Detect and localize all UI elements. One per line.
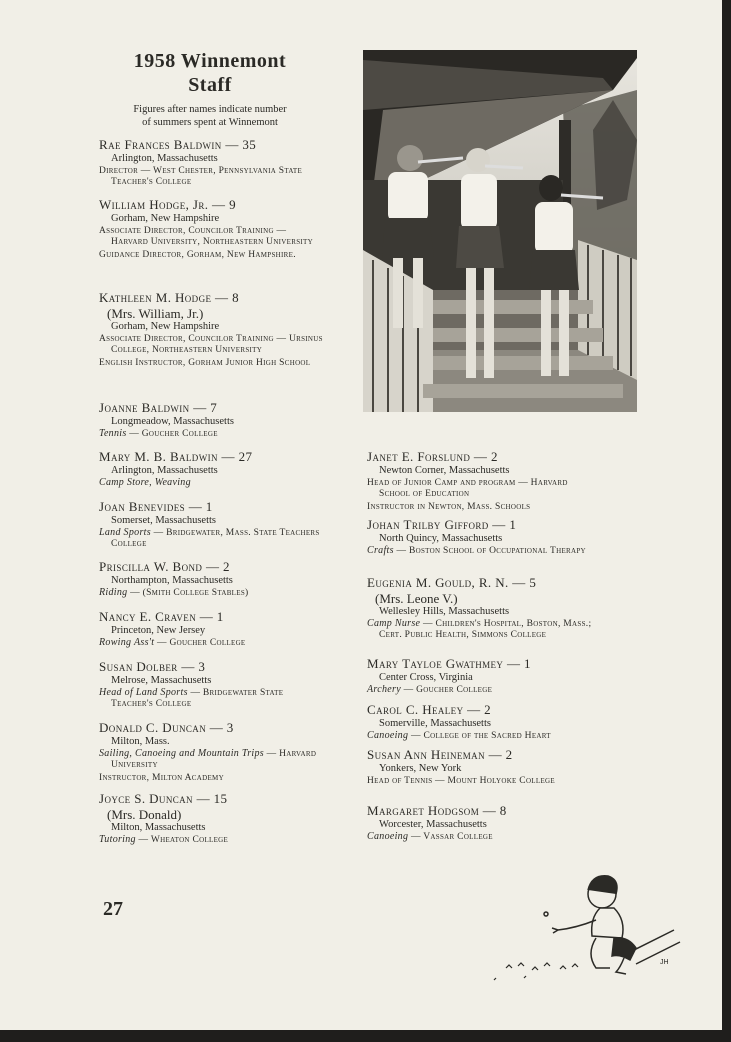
staff-role: Land Sports — Bridgewater, Mass. State Teachers College [99, 526, 320, 549]
bugler-photo-icon [363, 50, 637, 412]
staff-role: Rowing Ass't — Goucher College [99, 636, 246, 648]
staff-role: Director — West Chester, Pennsylvania State Teacher's College [99, 165, 303, 187]
staff-role: Archery — Goucher College [367, 683, 493, 695]
staff-entry [99, 609, 324, 649]
staff-role: Head of Tennis — Mount Holyoke College [367, 775, 555, 786]
staff-location: Yonkers, New York [379, 763, 462, 774]
staff-location: Milton, Mass. [111, 736, 170, 747]
page-edge [722, 0, 731, 1042]
staff-role: Canoeing — College of the Sacred Heart [367, 729, 551, 741]
staff-role: English Instructor, Gorham Junior High School [99, 357, 311, 368]
staff-name: Priscilla W. Bond — 2 [99, 559, 230, 574]
staff-name: Donald C. Duncan — 3 [99, 720, 234, 735]
staff-name: Joan Benevides — 1 [99, 499, 213, 514]
staff-role: Head of Junior Camp and program — Harvard School of Education [367, 477, 568, 499]
staff-entry [367, 449, 592, 513]
staff-name: Joanne Baldwin — 7 [99, 400, 218, 415]
staff-entry [99, 137, 324, 189]
page-number: 27 [103, 898, 123, 920]
staff-entry [367, 747, 592, 787]
staff-name: Joyce S. Duncan — 15 [99, 791, 228, 806]
staff-role: Instructor, Milton Academy [99, 772, 224, 783]
staff-location: Somerset, Massachusetts [111, 515, 216, 526]
staff-name: Kathleen M. Hodge — 8 [99, 290, 239, 305]
staff-location: Princeton, New Jersey [111, 625, 206, 636]
staff-location: Arlington, Massachusetts [111, 153, 218, 164]
staff-location: Melrose, Massachusetts [111, 675, 212, 686]
staff-name: Janet E. Forslund — 2 [367, 449, 498, 464]
staff-name: Susan Ann Heineman — 2 [367, 747, 513, 762]
staff-location: Milton, Massachusetts [111, 822, 206, 833]
staff-location: Somerville, Massachusetts [379, 718, 491, 729]
staff-location: Longmeadow, Massachusetts [111, 416, 234, 427]
heading-note-line-1: Figures after names indicate number [133, 104, 287, 115]
staff-name: Nancy E. Craven — 1 [99, 609, 224, 624]
staff-role: Sailing, Canoeing and Mountain Trips — Harvard University [99, 747, 317, 770]
staff-entry [367, 575, 592, 642]
staff-entry [99, 659, 324, 711]
staff-role: Camp Store, Weaving [99, 476, 191, 488]
staff-location: Arlington, Massachusetts [111, 465, 218, 476]
staff-location: Center Cross, Virginia [379, 672, 473, 683]
staff-spouse: (Mrs. Leone V.) [375, 591, 458, 606]
staff-name: Mary Tayloe Gwathmey — 1 [367, 656, 531, 671]
staff-name: Margaret Hodgsom — 8 [367, 803, 507, 818]
staff-name: Johan Trilby Gifford — 1 [367, 517, 517, 532]
staff-location: North Quincy, Massachusetts [379, 533, 503, 544]
staff-role: Instructor in Newton, Mass. Schools [367, 501, 531, 512]
svg-text:JH: JH [660, 959, 669, 966]
staff-entry [99, 720, 324, 784]
staff-spouse: (Mrs. William, Jr.) [107, 306, 204, 321]
staff-entry [99, 400, 324, 440]
staff-role: Head of Land Sports — Bridgewater State Teacher's College [99, 686, 284, 709]
page-title: 1958 Winnemont [133, 50, 287, 72]
staff-entry [99, 559, 324, 599]
staff-entry [367, 803, 592, 843]
staff-role: Tennis — Goucher College [99, 427, 218, 439]
staff-name: Rae Frances Baldwin — 35 [99, 137, 257, 152]
staff-name: Susan Dolber — 3 [99, 659, 206, 674]
staff-entry [99, 197, 324, 261]
staff-role: Crafts — Boston School of Occupational Therapy [367, 544, 586, 556]
heading-note-line-2: of summers spent at Winnemont [142, 117, 278, 128]
staff-entry [99, 499, 324, 551]
heading-note [100, 103, 320, 129]
page-bottom-edge [0, 1030, 731, 1042]
staff-location: Gorham, New Hampshire [111, 213, 220, 224]
staff-name: Eugenia M. Gould, R. N. — 5 [367, 575, 537, 590]
child-feeding-birds-icon [484, 868, 696, 986]
staff-role: Guidance Director, Gorham, New Hampshire. [99, 249, 296, 260]
staff-entry [367, 702, 592, 742]
staff-name: Mary M. B. Baldwin — 27 [99, 449, 253, 464]
staff-entry [367, 656, 592, 696]
staff-role: Tutoring — Wheaton College [99, 833, 229, 845]
staff-location: Worcester, Massachusetts [379, 819, 487, 830]
staff-spouse: (Mrs. Donald) [107, 807, 182, 822]
staff-role: Camp Nurse — Children's Hospital, Boston, Mass.; Cert. Public Health, Simmons College [367, 617, 592, 640]
staff-role: Associate Director, Councilor Training — Harvard University, Northeastern University [99, 225, 313, 247]
staff-location: Northampton, Massachusetts [111, 575, 233, 586]
staff-entry [99, 449, 324, 489]
staff-name: William Hodge, Jr. — 9 [99, 197, 237, 212]
staff-entry [99, 791, 324, 846]
staff-role: Riding — (Smith College Stables) [99, 586, 249, 598]
staff-location: Newton Corner, Massachusetts [379, 465, 510, 476]
staff-role: Associate Director, Councilor Training — Ursinus College, Northeastern University [99, 333, 323, 355]
staff-location: Wellesley Hills, Massachusetts [379, 606, 510, 617]
page-subtitle: Staff [188, 74, 232, 96]
staff-location: Gorham, New Hampshire [111, 321, 220, 332]
staff-entry [99, 290, 324, 369]
staff-entry [367, 517, 592, 557]
staff-role: Canoeing — Vassar College [367, 830, 493, 842]
staff-name: Carol C. Healey — 2 [367, 702, 492, 717]
